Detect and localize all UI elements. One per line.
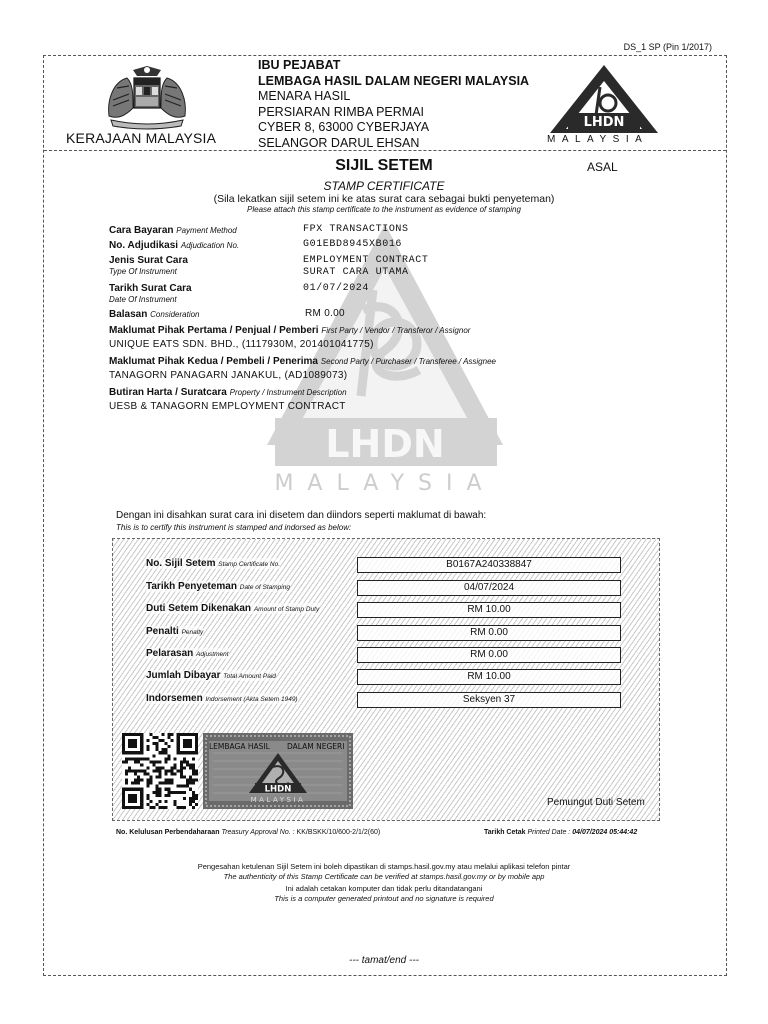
penalty-value: RM 0.00 (357, 625, 621, 641)
hq-address (258, 58, 529, 151)
verify-text-en: The authenticity of this Stamp Certificate can be verified at stamps.hasil.gov.my or by mobile app (223, 872, 545, 881)
verify-text-ms: Pengesahan ketulenan Sijil Setem ini boleh dipastikan di stamps.hasil.gov.my atau melalui aplikasi telefon pintar (197, 862, 571, 871)
address-line: SELANGOR DARUL EHSAN (258, 135, 420, 150)
coat-of-arms-icon (103, 64, 191, 130)
stamp-row-label: Duti Setem Dikenakan Amount of Stamp Duty (146, 603, 320, 614)
adjudication-no-value: G01EBD8945XB016 (303, 239, 403, 250)
treasury-approval: No. Kelulusan Perbendaharaan Treasury Approval No. : KK/BSKK/10/600-2/1/2(60) (116, 829, 381, 836)
printed-date: Tarikh Cetak Printed Date : 04/07/2024 05:44:42 (484, 829, 638, 836)
certify-text-ms: Dengan ini disahkan surat cara ini disetem dan diindors seperti maklumat di bawah: (116, 510, 487, 521)
page-title: SIJIL SETEM (335, 157, 433, 174)
computer-printout-en: This is a computer generated printout and no signature is required (274, 894, 494, 903)
stamp-row-label: Jumlah Dibayar Total Amount Paid (146, 670, 276, 681)
watermark-country: MALAYSIA (274, 471, 496, 495)
watermark-text: LHDN (325, 422, 445, 466)
instrument-date-label: Tarikh Surat Cara (109, 283, 192, 294)
second-party-label: Maklumat Pihak Kedua / Pembeli / Penerima Second Party / Purchaser / Transferee / Assignee (109, 356, 496, 367)
duty-stamp-image (203, 733, 353, 809)
property-value: UESB & TANAGORN EMPLOYMENT CONTRACT (109, 401, 346, 412)
stamp-row-label: Pelarasan Adjustment (146, 648, 229, 659)
instruction-ms: (Sila lekatkan sijil setem ini ke atas surat cara sebagai bukti penyeteman) (213, 193, 555, 205)
instrument-date-label-en: Date Of Instrument (109, 295, 177, 304)
instrument-type-label: Jenis Surat Cara (109, 255, 188, 266)
end-marker: --- tamat/end --- (348, 955, 419, 966)
adjustment-value: RM 0.00 (357, 647, 621, 663)
instrument-category-value: SURAT CARA UTAMA (303, 267, 409, 278)
first-party-label: Maklumat Pihak Pertama / Penjual / Pemberi First Party / Vendor / Transferor / Assignor (109, 325, 471, 336)
address-line: LEMBAGA HASIL DALAM NEGERI MALAYSIA (258, 73, 530, 88)
certify-text-en: This is to certify this instrument is stamped and indorsed as below: (116, 523, 352, 532)
qr-code-icon (122, 733, 198, 809)
logo-text: LHDN (583, 115, 625, 130)
property-label: Butiran Harta / Suratcara Property / Instrument Description (109, 387, 347, 398)
second-party-value: TANAGORN PANAGARN JANAKUL, (AD1089073) (109, 370, 348, 381)
payment-method-value: FPX TRANSACTIONS (303, 224, 409, 235)
stamp-top-left-text: LEMBAGA HASIL (209, 742, 270, 751)
stamp-row-label: Penalti Penalty (146, 626, 204, 637)
government-label: KERAJAAN MALAYSIA (66, 130, 217, 146)
stamp-row-label: Tarikh Penyeteman Date of Stamping (146, 581, 290, 592)
stamping-date-value: 04/07/2024 (357, 580, 621, 596)
address-line: MENARA HASIL (258, 89, 351, 103)
stamp-country-text: MALAYSIA (250, 796, 306, 804)
stamp-row-label: No. Sijil Setem Stamp Certificate No. (146, 558, 281, 569)
instrument-type-label-en: Type Of Instrument (109, 267, 177, 276)
address-line: PERSIARAN RIMBA PERMAI (258, 104, 425, 119)
instrument-type-value: EMPLOYMENT CONTRACT (303, 255, 429, 266)
logo-country: MALAYSIA (547, 134, 649, 145)
payment-method-label: Cara Bayaran Payment Method (109, 225, 237, 236)
stamp-logo-text: LHDN (264, 784, 292, 795)
stamp-row-label: Indorsemen Indorsement (Akta Setem 1949) (146, 693, 298, 704)
address-line: IBU PEJABAT (258, 58, 341, 72)
page-subtitle: STAMP CERTIFICATE (323, 179, 445, 193)
address-line: CYBER 8, 63000 CYBERJAYA (258, 120, 430, 134)
first-party-value: UNIQUE EATS SDN. BHD., (1117930M, 201401041775) (109, 339, 374, 350)
indorsement-value: Seksyen 37 (357, 692, 621, 708)
stamp-top-right-text: DALAM NEGERI (287, 742, 345, 751)
adjudication-no-label: No. Adjudikasi Adjudication No. (109, 240, 240, 251)
stamp-certificate-no-value: B0167A240338847 (357, 557, 621, 573)
collector-label: Pemungut Duti Setem (547, 797, 645, 808)
copy-label: ASAL (587, 160, 618, 174)
instrument-date-value: 01/07/2024 (303, 283, 370, 294)
form-code: DS_1 SP (Pin 1/2017) (623, 42, 712, 52)
stamp-duty-value: RM 10.00 (357, 602, 621, 618)
computer-printout-ms: Ini adalah cetakan komputer dan tidak perlu ditandatangani (285, 884, 483, 893)
consideration-label: Balasan Consideration (109, 309, 200, 320)
total-paid-value: RM 10.00 (357, 669, 621, 685)
consideration-value: RM 0.00 (305, 308, 345, 319)
instruction-en: Please attach this stamp certificate to the instrument as evidence of stamping (247, 205, 521, 214)
